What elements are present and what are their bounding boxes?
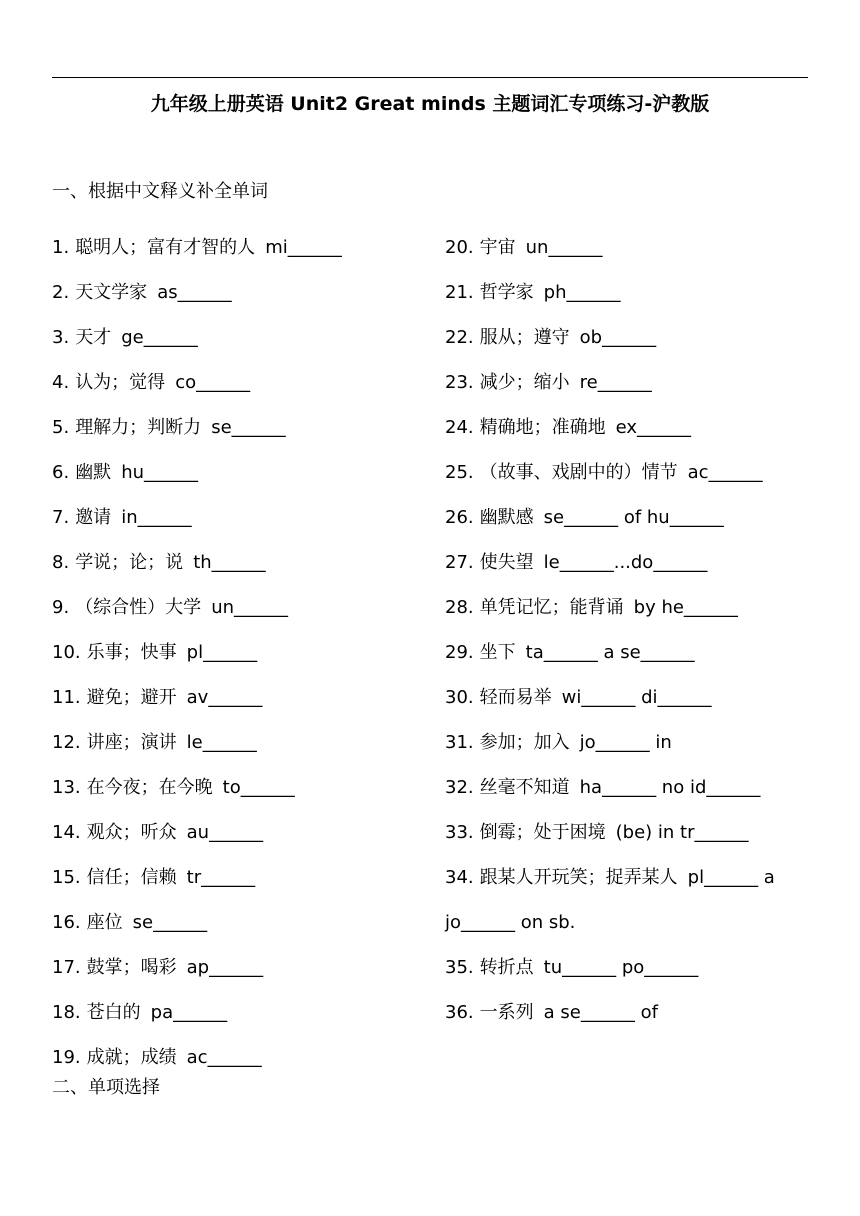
word-blank: se______ [211, 417, 286, 438]
chinese-meaning: 使失望 [479, 552, 534, 573]
chinese-meaning: 观众；听众 [86, 822, 177, 843]
word-blank: ac______ [687, 462, 763, 483]
chinese-meaning: 成就；成绩 [86, 1047, 177, 1068]
vocab-item [52, 810, 422, 855]
word-blank: a se______ of [543, 1002, 658, 1023]
item-number: 36. [445, 1002, 474, 1023]
word-blank: ac______ [186, 1047, 262, 1068]
chinese-meaning: 讲座；演讲 [86, 732, 177, 753]
chinese-meaning: 一系列 [479, 1002, 534, 1023]
chinese-meaning: 苍白的 [86, 1002, 141, 1023]
vocab-item [52, 270, 422, 315]
item-number: 27. [445, 552, 474, 573]
vocab-item [52, 405, 422, 450]
chinese-meaning: 幽默 [75, 462, 112, 483]
item-number: 3. [52, 327, 70, 348]
item-number: 8. [52, 552, 70, 573]
chinese-meaning: 幽默感 [479, 507, 534, 528]
word-blank: au______ [186, 822, 264, 843]
word-blank: ta______ a se______ [525, 642, 695, 663]
item-number: 10. [52, 642, 81, 663]
chinese-meaning: 座位 [86, 912, 123, 933]
chinese-meaning: 跟某人开玩笑；捉弄某人 [479, 867, 678, 888]
vocab-list-right [445, 225, 815, 1035]
word-blank: se______ [132, 912, 208, 933]
item-number: 21. [445, 282, 474, 303]
vocab-item [52, 630, 422, 675]
item-number: 12. [52, 732, 81, 753]
item-number: 29. [445, 642, 474, 663]
item-number: 32. [445, 777, 474, 798]
chinese-meaning: 减少；缩小 [479, 372, 570, 393]
document-title: 九年级上册英语 Unit2 Great minds 主题词汇专项练习-沪教版 [150, 93, 710, 115]
vocab-item [445, 720, 815, 765]
item-number: 34. [445, 867, 474, 888]
section-heading-2: 二、单项选择 [52, 1077, 160, 1098]
item-number: 22. [445, 327, 474, 348]
chinese-meaning: 轻而易举 [479, 687, 552, 708]
item-number: 17. [52, 957, 81, 978]
chinese-meaning: 避免；避开 [86, 687, 177, 708]
vocab-item [445, 675, 815, 720]
vocab-item [445, 945, 815, 990]
word-blank: mi______ [265, 237, 342, 258]
vocab-item [52, 495, 422, 540]
word-blank: le______...do______ [543, 552, 708, 573]
word-blank: pl______ [186, 642, 258, 663]
word-blank: ph______ [543, 282, 621, 303]
chinese-meaning: 天才 [75, 327, 112, 348]
chinese-meaning: 精确地；准确地 [479, 417, 606, 438]
chinese-meaning: 聪明人；富有才智的人 [75, 237, 256, 258]
chinese-meaning: 在今夜；在今晚 [86, 777, 213, 798]
item-number: 2. [52, 282, 70, 303]
vocab-item [445, 270, 815, 315]
vocab-item [52, 720, 422, 765]
vocab-item [52, 765, 422, 810]
item-number: 33. [445, 822, 474, 843]
item-number: 26. [445, 507, 474, 528]
chinese-meaning: 天文学家 [75, 282, 148, 303]
chinese-meaning: 单凭记忆；能背诵 [479, 597, 624, 618]
vocab-item [52, 990, 422, 1035]
word-blank: jo______ in [579, 732, 672, 753]
chinese-meaning: 宇宙 [479, 237, 516, 258]
item-number: 15. [52, 867, 81, 888]
item-number: 6. [52, 462, 70, 483]
vocab-item [52, 900, 422, 945]
chinese-meaning: （故事、戏剧中的）情节 [479, 462, 678, 483]
item-number: 35. [445, 957, 474, 978]
chinese-meaning: 认为；觉得 [75, 372, 166, 393]
vocab-item [445, 540, 815, 585]
item-number: 1. [52, 237, 70, 258]
item-number: 19. [52, 1047, 81, 1068]
word-blank: to______ [222, 777, 295, 798]
item-number: 31. [445, 732, 474, 753]
word-blank: hu______ [121, 462, 199, 483]
chinese-meaning: 服从；遵守 [479, 327, 570, 348]
vocab-item [52, 675, 422, 720]
word-blank: le______ [186, 732, 257, 753]
item-number: 14. [52, 822, 81, 843]
word-blank: re______ [579, 372, 652, 393]
vocab-item [445, 810, 815, 855]
vocab-item [445, 765, 815, 810]
chinese-meaning: 信任；信赖 [86, 867, 177, 888]
chinese-meaning: 乐事；快事 [86, 642, 177, 663]
chinese-meaning: 转折点 [479, 957, 534, 978]
word-blank: as______ [157, 282, 232, 303]
item-number: 20. [445, 237, 474, 258]
chinese-meaning: 鼓掌；喝彩 [86, 957, 177, 978]
chinese-meaning: 坐下 [479, 642, 516, 663]
chinese-meaning: 学说；论；说 [75, 552, 184, 573]
word-blank: un______ [211, 597, 289, 618]
vocab-item [52, 855, 422, 900]
word-blank: tr______ [186, 867, 256, 888]
vocab-item [445, 225, 815, 270]
vocab-item [52, 450, 422, 495]
word-blank: av______ [186, 687, 263, 708]
word-blank: ha______ no id______ [579, 777, 761, 798]
word-blank: th______ [193, 552, 266, 573]
vocab-item [445, 315, 815, 360]
vocab-item [445, 855, 815, 945]
chinese-meaning: 丝毫不知道 [479, 777, 570, 798]
word-blank: ge______ [121, 327, 198, 348]
item-number: 25. [445, 462, 474, 483]
word-blank: (be) in tr______ [615, 822, 749, 843]
item-number: 28. [445, 597, 474, 618]
chinese-meaning: 理解力；判断力 [75, 417, 202, 438]
word-blank: ex______ [615, 417, 692, 438]
item-number: 23. [445, 372, 474, 393]
word-blank: ap______ [186, 957, 264, 978]
vocab-item [52, 1035, 422, 1080]
word-blank: se______ of hu______ [543, 507, 724, 528]
word-blank: pl______ a jo______ on sb. [445, 867, 775, 933]
item-number: 24. [445, 417, 474, 438]
item-number: 4. [52, 372, 70, 393]
word-blank: ob______ [579, 327, 657, 348]
item-number: 7. [52, 507, 70, 528]
vocab-item [52, 360, 422, 405]
item-number: 13. [52, 777, 81, 798]
item-number: 5. [52, 417, 70, 438]
item-number: 11. [52, 687, 81, 708]
word-blank: in______ [121, 507, 192, 528]
item-number: 16. [52, 912, 81, 933]
word-blank: tu______ po______ [543, 957, 699, 978]
item-number: 30. [445, 687, 474, 708]
vocab-item [52, 945, 422, 990]
word-blank: co______ [175, 372, 251, 393]
header-rule [52, 77, 808, 78]
word-blank: un______ [525, 237, 603, 258]
vocab-item [52, 540, 422, 585]
item-number: 18. [52, 1002, 81, 1023]
chinese-meaning: 参加；加入 [479, 732, 570, 753]
chinese-meaning: 邀请 [75, 507, 112, 528]
vocab-item [445, 495, 815, 540]
vocab-item [445, 450, 815, 495]
item-number: 9. [52, 597, 70, 618]
word-blank: wi______ di______ [561, 687, 712, 708]
word-blank: pa______ [150, 1002, 228, 1023]
vocab-item [445, 360, 815, 405]
vocab-item [445, 405, 815, 450]
vocab-list-left [52, 225, 422, 1080]
vocab-item [52, 585, 422, 630]
vocab-item [52, 315, 422, 360]
vocab-item [445, 585, 815, 630]
vocab-item [445, 630, 815, 675]
vocab-item [52, 225, 422, 270]
chinese-meaning: 哲学家 [479, 282, 534, 303]
chinese-meaning: 倒霉；处于困境 [479, 822, 606, 843]
vocab-item [445, 990, 815, 1035]
word-blank: by he______ [633, 597, 738, 618]
chinese-meaning: （综合性）大学 [75, 597, 202, 618]
section-heading-1: 一、根据中文释义补全单词 [52, 181, 268, 202]
